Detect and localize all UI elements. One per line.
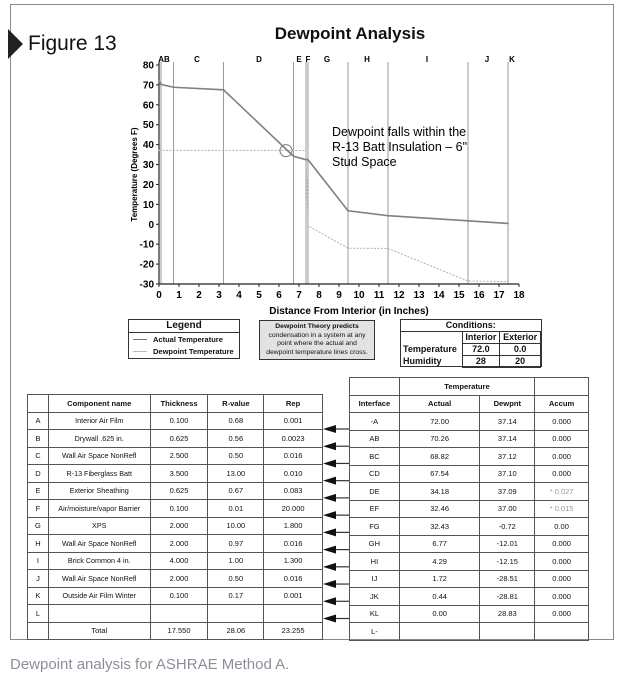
annotation-line: Dewpoint falls within the — [332, 125, 467, 139]
table-row — [28, 412, 323, 430]
table-row — [350, 553, 589, 571]
component-cell: Wall Air Space NonRefl — [48, 535, 150, 553]
interface-cell: -A — [350, 413, 400, 431]
legend-label-actual: Actual Temperature — [153, 334, 223, 344]
series-line-dewpoint — [159, 150, 508, 281]
interface-cell: FG — [350, 518, 400, 536]
component-cell: E — [28, 482, 49, 500]
component-cell: 1.300 — [264, 552, 323, 570]
interface-cell: 0.000 — [535, 553, 589, 571]
component-header-cell: Thickness — [150, 395, 208, 413]
interface-group-header: Temperature — [399, 378, 534, 396]
component-cell: B — [28, 430, 49, 448]
conditions-col-interior: Interior — [462, 332, 500, 344]
interface-cell: 0.000 — [535, 448, 589, 466]
actual-point — [158, 80, 160, 82]
y-tick-label: 60 — [142, 100, 154, 112]
interface-top-label: AB — [158, 55, 170, 64]
component-cell — [48, 605, 150, 623]
interface-header-cell: Interface — [350, 395, 400, 413]
component-cell: D — [28, 465, 49, 483]
x-tick-label: 2 — [196, 290, 202, 301]
interface-cell — [399, 623, 480, 641]
component-cell: 2.000 — [150, 535, 208, 553]
interface-cell: BC — [350, 448, 400, 466]
table-row — [28, 552, 323, 570]
table-row — [350, 500, 589, 518]
component-cell: Brick Common 4 in. — [48, 552, 150, 570]
component-cell: I — [28, 552, 49, 570]
interface-cell: IJ — [350, 570, 400, 588]
table-row — [28, 500, 323, 518]
dewpoint-point — [158, 150, 160, 152]
interface-cell: 37.14 — [480, 430, 535, 448]
table-row — [28, 605, 323, 623]
legend-swatch-dewpoint — [133, 351, 147, 352]
theory-line-3: point where the actual and — [277, 340, 357, 347]
y-tick-label: -30 — [139, 279, 154, 291]
component-cell: 0.100 — [150, 587, 208, 605]
y-tick-label: 20 — [142, 179, 154, 191]
component-cell: 0.100 — [150, 500, 208, 518]
table-row — [28, 587, 323, 605]
interface-cell: 0.000 — [535, 465, 589, 483]
interface-cell: L- — [350, 623, 400, 641]
interface-top-label: F — [305, 55, 311, 64]
figure-label: Figure 13 — [28, 32, 117, 55]
table-row — [350, 413, 589, 431]
y-tick-label: 80 — [142, 60, 154, 72]
interface-cell: 1.72 — [399, 570, 480, 588]
component-cell: 20.000 — [264, 500, 323, 518]
actual-point — [347, 210, 349, 212]
interface-cell: -28.81 — [480, 588, 535, 606]
component-cell: 23.255 — [264, 622, 323, 640]
component-cell: Wall Air Space NonRefl — [48, 570, 150, 588]
x-tick-label: 14 — [433, 290, 445, 301]
component-cell: 3.500 — [150, 465, 208, 483]
interface-cell: 68.82 — [399, 448, 480, 466]
interface-cell: 34.18 — [399, 483, 480, 501]
component-cell: 2.500 — [150, 447, 208, 465]
interface-cell: 28.83 — [480, 605, 535, 623]
table-row — [350, 605, 589, 623]
x-tick-label: 13 — [413, 290, 425, 301]
actual-point — [307, 159, 309, 161]
component-header-row — [28, 395, 323, 413]
dewpoint-point — [387, 248, 389, 250]
actual-point — [223, 89, 225, 91]
interface-top-label: J — [484, 55, 490, 64]
conditions-blank — [401, 332, 462, 344]
interface-cell: 0.000 — [535, 588, 589, 606]
table-row — [28, 622, 323, 640]
y-tick-label: -10 — [139, 239, 154, 251]
component-header-cell: Rep — [264, 395, 323, 413]
conditions-temp-interior: 72.0 — [462, 344, 500, 356]
component-cell: 0.625 — [150, 430, 208, 448]
dewpoint-chart — [0, 0, 624, 320]
legend — [128, 319, 240, 359]
interface-top-label: H — [364, 55, 370, 64]
component-cell: 0.50 — [208, 570, 264, 588]
interface-cell: -12.15 — [480, 553, 535, 571]
interface-cell: 37.12 — [480, 448, 535, 466]
interface-cell: 4.29 — [399, 553, 480, 571]
table-row — [350, 430, 589, 448]
interface-header-row — [350, 395, 589, 413]
table-row — [28, 430, 323, 448]
interface-cell: -28.51 — [480, 570, 535, 588]
x-tick-label: 9 — [336, 290, 342, 301]
x-tick-label: 16 — [473, 290, 485, 301]
table-row — [350, 535, 589, 553]
table-row — [28, 535, 323, 553]
legend-swatch-actual — [133, 339, 147, 340]
interface-cell: AB — [350, 430, 400, 448]
y-tick-label: 40 — [142, 140, 154, 152]
conditions-title: Conditions: — [401, 320, 541, 332]
theory-line-4: dewpoint temperature lines cross. — [266, 348, 368, 356]
table-row — [350, 570, 589, 588]
component-cell: 0.010 — [264, 465, 323, 483]
component-cell: Interior Air Film — [48, 412, 150, 430]
interface-cell: 0.44 — [399, 588, 480, 606]
interface-header-cell: Actual — [399, 395, 480, 413]
component-cell: R-13 Fiberglass Batt — [48, 465, 150, 483]
y-tick-label: 50 — [142, 120, 154, 132]
conditions-hum-label: Humidity — [403, 356, 442, 366]
component-cell: Drywall .625 in. — [48, 430, 150, 448]
component-cell: 0.100 — [150, 412, 208, 430]
legend-title: Legend — [129, 320, 239, 333]
interface-cell: 72.00 — [399, 413, 480, 431]
dewpoint-point — [305, 150, 307, 152]
component-header-cell — [28, 395, 49, 413]
actual-point — [305, 159, 307, 161]
component-cell: 28.06 — [208, 622, 264, 640]
interface-top-label: E — [296, 55, 302, 64]
interface-cell: 0.000 — [535, 430, 589, 448]
dewpoint-point — [307, 225, 309, 227]
interface-cell: 0.00 — [399, 605, 480, 623]
table-row — [350, 483, 589, 501]
conditions-temp-exterior: 0.0 — [500, 344, 541, 356]
annotation-line: Stud Space — [332, 155, 397, 169]
legend-item-actual — [129, 333, 239, 345]
component-cell: H — [28, 535, 49, 553]
interface-top-label: K — [509, 55, 515, 64]
interface-cell: 37.09 — [480, 483, 535, 501]
interface-cell: DE — [350, 483, 400, 501]
x-tick-label: 15 — [453, 290, 465, 301]
x-tick-label: 8 — [316, 290, 322, 301]
interface-cell: 37.10 — [480, 465, 535, 483]
table-row — [350, 465, 589, 483]
conditions-hum-interior: 28 — [462, 356, 500, 368]
interface-group-blank — [350, 378, 400, 396]
x-tick-label: 5 — [256, 290, 262, 301]
conditions-box — [400, 319, 542, 367]
interface-cell: * 0.027 — [535, 483, 589, 501]
table-row — [28, 482, 323, 500]
legend-label-dewpoint: Dewpoint Temperature — [153, 346, 234, 356]
component-cell — [208, 605, 264, 623]
x-tick-label: 1 — [176, 290, 182, 301]
interface-cell: 0.000 — [535, 605, 589, 623]
dewpoint-point — [293, 150, 295, 152]
component-cell: 0.625 — [150, 482, 208, 500]
component-cell: 0.67 — [208, 482, 264, 500]
component-cell: 0.68 — [208, 412, 264, 430]
component-cell: 0.50 — [208, 447, 264, 465]
y-tick-label: -20 — [139, 259, 154, 271]
actual-point — [467, 220, 469, 222]
y-axis-label: Temperature (Degrees F) — [130, 127, 139, 222]
component-cell: F — [28, 500, 49, 518]
component-cell: 1.800 — [264, 517, 323, 535]
y-tick-label: 30 — [142, 160, 154, 172]
interface-group-blank — [535, 378, 589, 396]
component-cell — [28, 622, 49, 640]
component-cell: 13.00 — [208, 465, 264, 483]
x-tick-label: 6 — [276, 290, 282, 301]
y-tick-label: 0 — [148, 219, 154, 231]
actual-point — [387, 215, 389, 217]
component-cell: K — [28, 587, 49, 605]
component-cell: 0.97 — [208, 535, 264, 553]
actual-point — [293, 155, 295, 157]
component-cell: 0.56 — [208, 430, 264, 448]
conditions-temp-label: Temperature — [403, 344, 457, 354]
component-cell: 0.001 — [264, 587, 323, 605]
component-cell: 17.550 — [150, 622, 208, 640]
interface-cell: 0.00 — [535, 518, 589, 536]
component-cell: 0.016 — [264, 570, 323, 588]
component-cell: Exterior Sheathing — [48, 482, 150, 500]
interface-cell: 0.000 — [535, 413, 589, 431]
interface-cell: 37.14 — [480, 413, 535, 431]
interface-cell: HI — [350, 553, 400, 571]
interface-cell: GH — [350, 535, 400, 553]
component-cell: 2.000 — [150, 570, 208, 588]
interface-header-cell: Dewpnt — [480, 395, 535, 413]
component-cell — [264, 605, 323, 623]
component-header-cell: R-value — [208, 395, 264, 413]
x-axis-label: Distance From Interior (in Inches) — [269, 306, 429, 317]
conditions-col-exterior: Exterior — [500, 332, 541, 344]
component-cell: L — [28, 605, 49, 623]
interface-cell: * 0.015 — [535, 500, 589, 518]
interface-cell: 32.46 — [399, 500, 480, 518]
dewpoint-point — [347, 247, 349, 249]
interface-cell: 0.000 — [535, 535, 589, 553]
interface-cell: KL — [350, 605, 400, 623]
table-row — [28, 517, 323, 535]
component-cell — [150, 605, 208, 623]
interface-cell: 6.77 — [399, 535, 480, 553]
dewpoint-theory-note — [259, 320, 375, 360]
interface-cell: -0.72 — [480, 518, 535, 536]
interface-top-label: I — [425, 55, 429, 64]
actual-point — [507, 222, 509, 224]
interface-cell: CD — [350, 465, 400, 483]
figure-caption: Dewpoint analysis for ASHRAE Method A. — [10, 656, 290, 673]
component-cell: Total — [48, 622, 150, 640]
x-tick-label: 0 — [156, 290, 162, 301]
interface-group-row — [350, 378, 589, 396]
table-row — [350, 448, 589, 466]
table-row — [28, 447, 323, 465]
component-cell: Air/moisture/vapor Barrier — [48, 500, 150, 518]
conditions-hum-exterior: 20 — [500, 356, 541, 368]
interface-cell: EF — [350, 500, 400, 518]
interface-cell: JK — [350, 588, 400, 606]
component-cell: 0.17 — [208, 587, 264, 605]
component-header-cell: Component name — [48, 395, 150, 413]
legend-item-dewpoint — [129, 345, 239, 357]
component-cell: Wall Air Space NonRefl — [48, 447, 150, 465]
interface-header-cell: Accum — [535, 395, 589, 413]
actual-point — [173, 86, 175, 88]
interface-table — [349, 377, 589, 641]
annotation-line: R-13 Batt Insulation – 6" — [332, 140, 468, 154]
table-row — [350, 588, 589, 606]
component-cell: G — [28, 517, 49, 535]
theory-line-2: condensation in a system at any — [268, 331, 366, 339]
interface-top-label: D — [256, 55, 262, 64]
interface-cell — [535, 623, 589, 641]
component-cell: J — [28, 570, 49, 588]
interface-cell: 0.000 — [535, 570, 589, 588]
component-cell: 1.00 — [208, 552, 264, 570]
component-cell: Outside Air Film Winter — [48, 587, 150, 605]
x-tick-label: 4 — [236, 290, 242, 301]
dewpoint-point — [507, 281, 509, 283]
interface-cell — [480, 623, 535, 641]
x-tick-label: 11 — [373, 290, 385, 301]
table-row — [28, 570, 323, 588]
interface-cell: -12.01 — [480, 535, 535, 553]
actual-point — [160, 83, 162, 85]
table-row — [28, 465, 323, 483]
x-tick-label: 3 — [216, 290, 222, 301]
table-row — [350, 623, 589, 641]
component-cell: 4.000 — [150, 552, 208, 570]
component-cell: 0.016 — [264, 447, 323, 465]
y-tick-label: 10 — [142, 199, 154, 211]
x-tick-label: 10 — [353, 290, 365, 301]
dewpoint-point — [467, 280, 469, 282]
component-cell: 0.001 — [264, 412, 323, 430]
component-table — [27, 394, 323, 640]
component-cell: 2.000 — [150, 517, 208, 535]
interface-cell: 67.54 — [399, 465, 480, 483]
theory-line-1: Dewpoint Theory predicts — [275, 323, 359, 330]
x-tick-label: 17 — [493, 290, 505, 301]
y-tick-label: 70 — [142, 80, 154, 92]
component-cell: A — [28, 412, 49, 430]
interface-cell: 70.26 — [399, 430, 480, 448]
interface-cell: 32.43 — [399, 518, 480, 536]
component-cell: 0.016 — [264, 535, 323, 553]
interface-cell: 37.00 — [480, 500, 535, 518]
x-tick-label: 18 — [513, 290, 525, 301]
component-cell: 0.083 — [264, 482, 323, 500]
component-cell: 10.00 — [208, 517, 264, 535]
component-cell: 0.0023 — [264, 430, 323, 448]
x-tick-label: 7 — [296, 290, 302, 301]
table-row — [350, 518, 589, 536]
component-cell: 0.01 — [208, 500, 264, 518]
interface-top-label: C — [194, 55, 200, 64]
component-cell: C — [28, 447, 49, 465]
interface-top-label: G — [323, 55, 331, 64]
chart-title: Dewpoint Analysis — [274, 24, 426, 43]
component-cell: XPS — [48, 517, 150, 535]
x-tick-label: 12 — [393, 290, 405, 301]
